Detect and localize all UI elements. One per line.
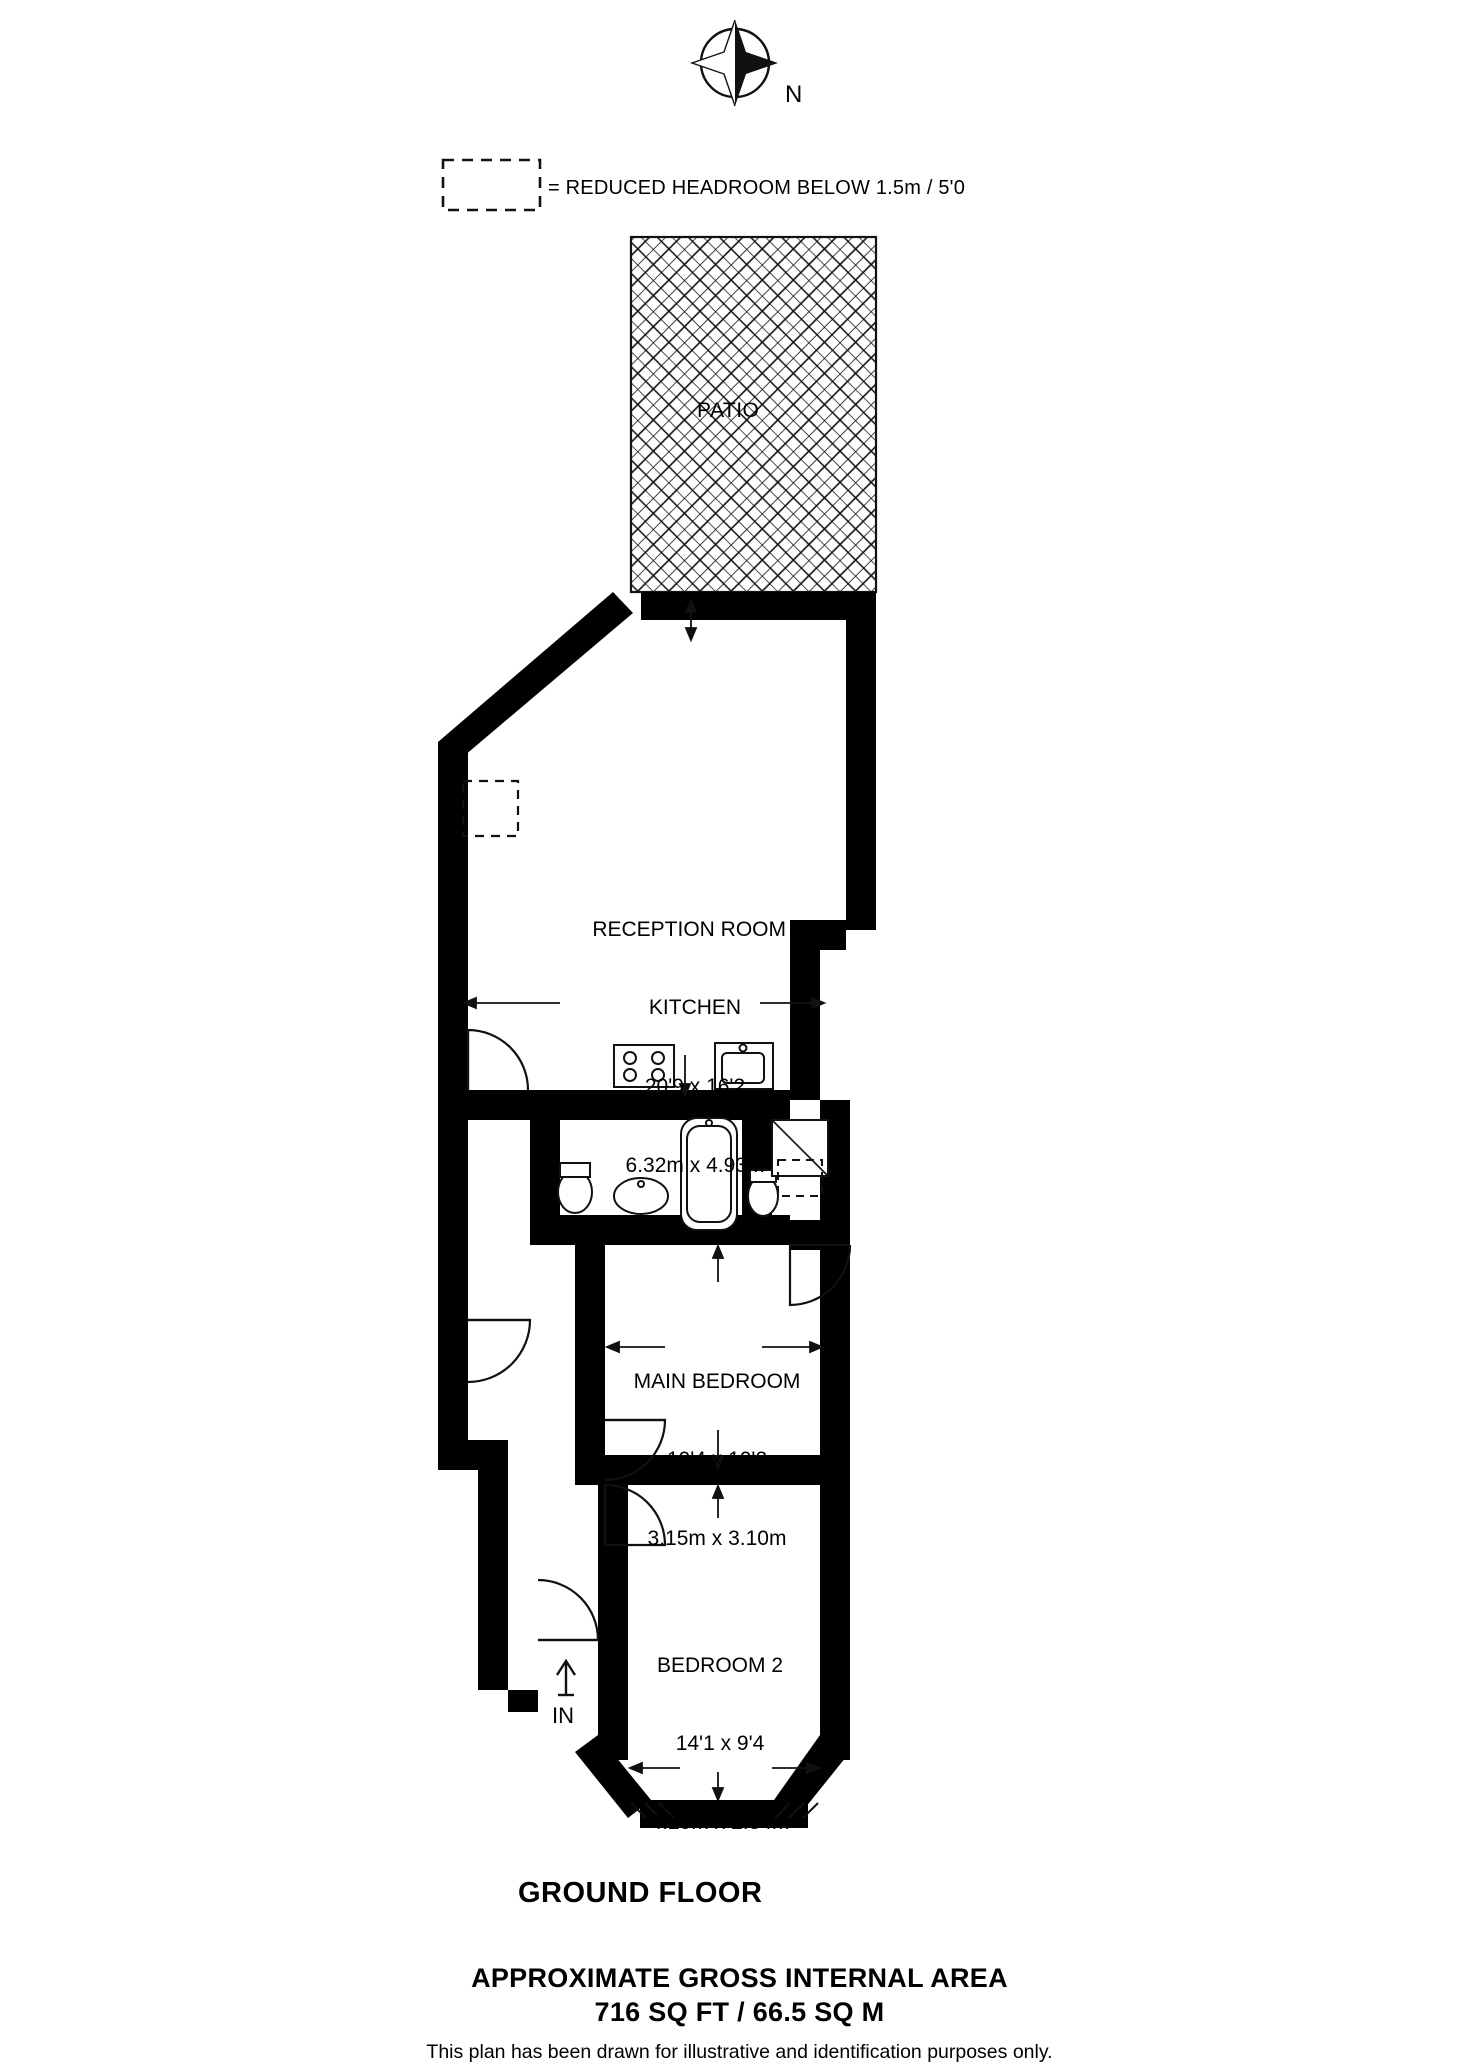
main-bedroom-dim-imperial: 10'4 x 10'2	[666, 1448, 768, 1472]
entrance-arrow-icon	[557, 1661, 575, 1695]
disclaimer-text: This plan has been drawn for illustrative and identification purposes only.	[426, 2041, 1053, 2063]
reception-dim-imperial: 20'9 x 16'2	[644, 1075, 746, 1098]
bedroom2-name: BEDROOM 2	[656, 1653, 784, 1677]
compass-label: N	[785, 81, 803, 108]
room-label-bedroom-2	[575, 1600, 865, 1889]
floor-title: GROUND FLOOR	[518, 1877, 763, 1909]
legend-swatch	[443, 160, 540, 210]
entrance-label: IN	[552, 1703, 574, 1728]
bedroom2-dim-imperial: 14'1 x 9'4	[675, 1732, 765, 1756]
room-label-main-bedroom	[562, 1316, 872, 1605]
reception-dim-metric: 6.32m x 4.93m	[625, 1153, 765, 1177]
gross-area-line-1: APPROXIMATE GROSS INTERNAL AREA	[471, 1963, 1008, 1993]
room-label-patio: PATIO	[697, 399, 760, 422]
bedroom2-dim-metric: 4.29m x 2.84m	[650, 1811, 790, 1834]
reduced-headroom-marker	[463, 781, 518, 836]
room-label-reception-kitchen	[545, 864, 845, 1232]
main-bedroom-dim-metric: 3.15m x 3.10m	[647, 1527, 787, 1550]
reception-name-line1: RECEPTION ROOM /	[592, 917, 798, 941]
main-bedroom-name: MAIN BEDROOM	[633, 1369, 801, 1393]
compass-star-icon	[692, 20, 778, 106]
gross-area-line-2: 716 SQ FT / 66.5 SQ M	[594, 1997, 885, 2027]
legend-text: = REDUCED HEADROOM BELOW 1.5m / 5'0	[548, 177, 966, 199]
reception-name-line2: KITCHEN	[648, 996, 742, 1020]
